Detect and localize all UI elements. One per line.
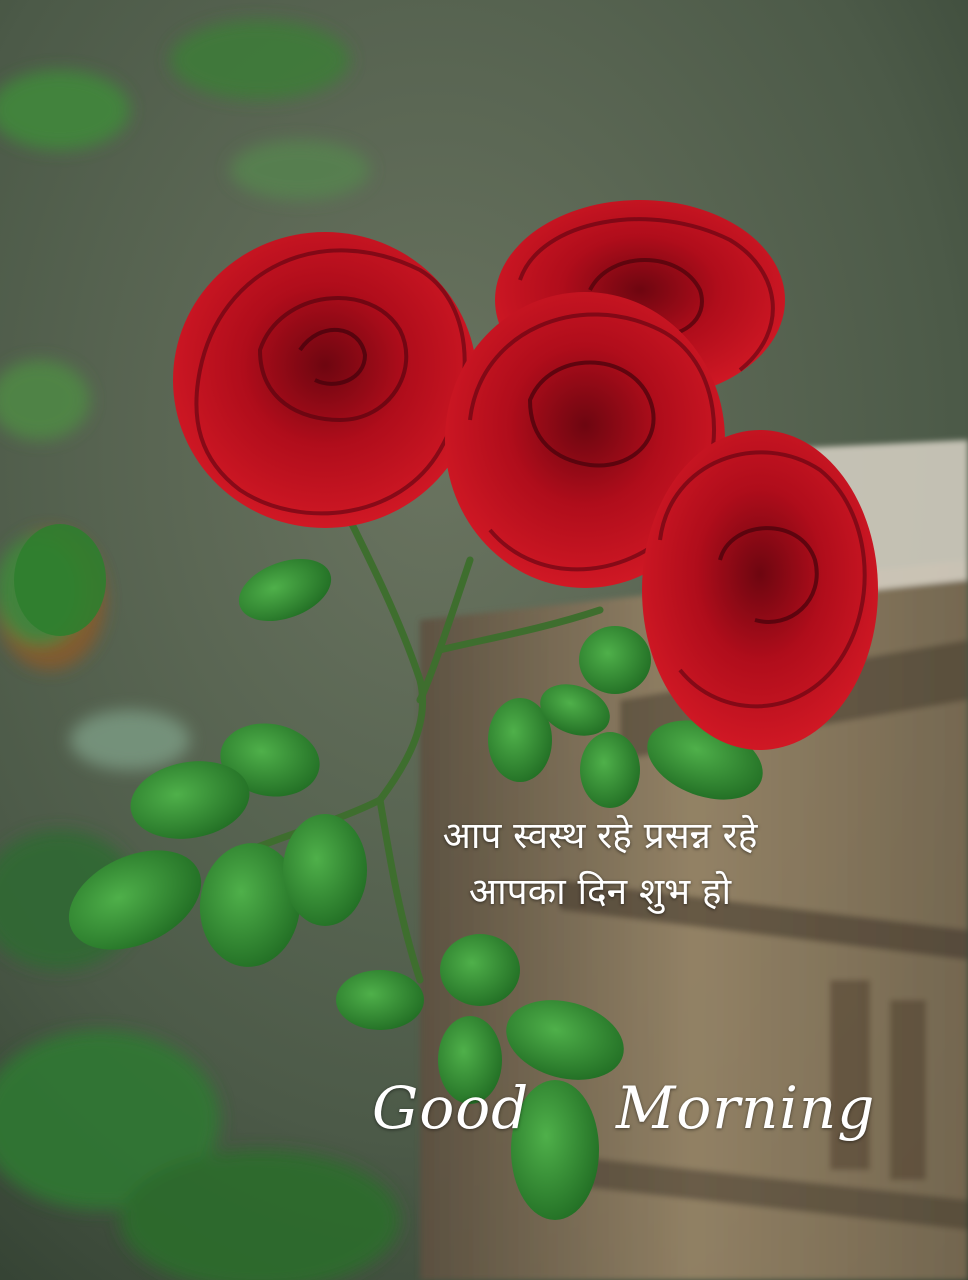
hindi-blessing (330, 808, 870, 920)
blessing-line-1: आप स्वस्थ रहे प्रसन्न रहे (442, 814, 758, 857)
rose-bloom-4 (642, 430, 878, 750)
rose-bloom-1 (173, 232, 477, 528)
blessing-line-2: आपका दिन शुभ हो (468, 870, 732, 913)
greeting-word-morning: Morning (616, 1074, 876, 1142)
greeting-word-good: Good (372, 1074, 530, 1142)
